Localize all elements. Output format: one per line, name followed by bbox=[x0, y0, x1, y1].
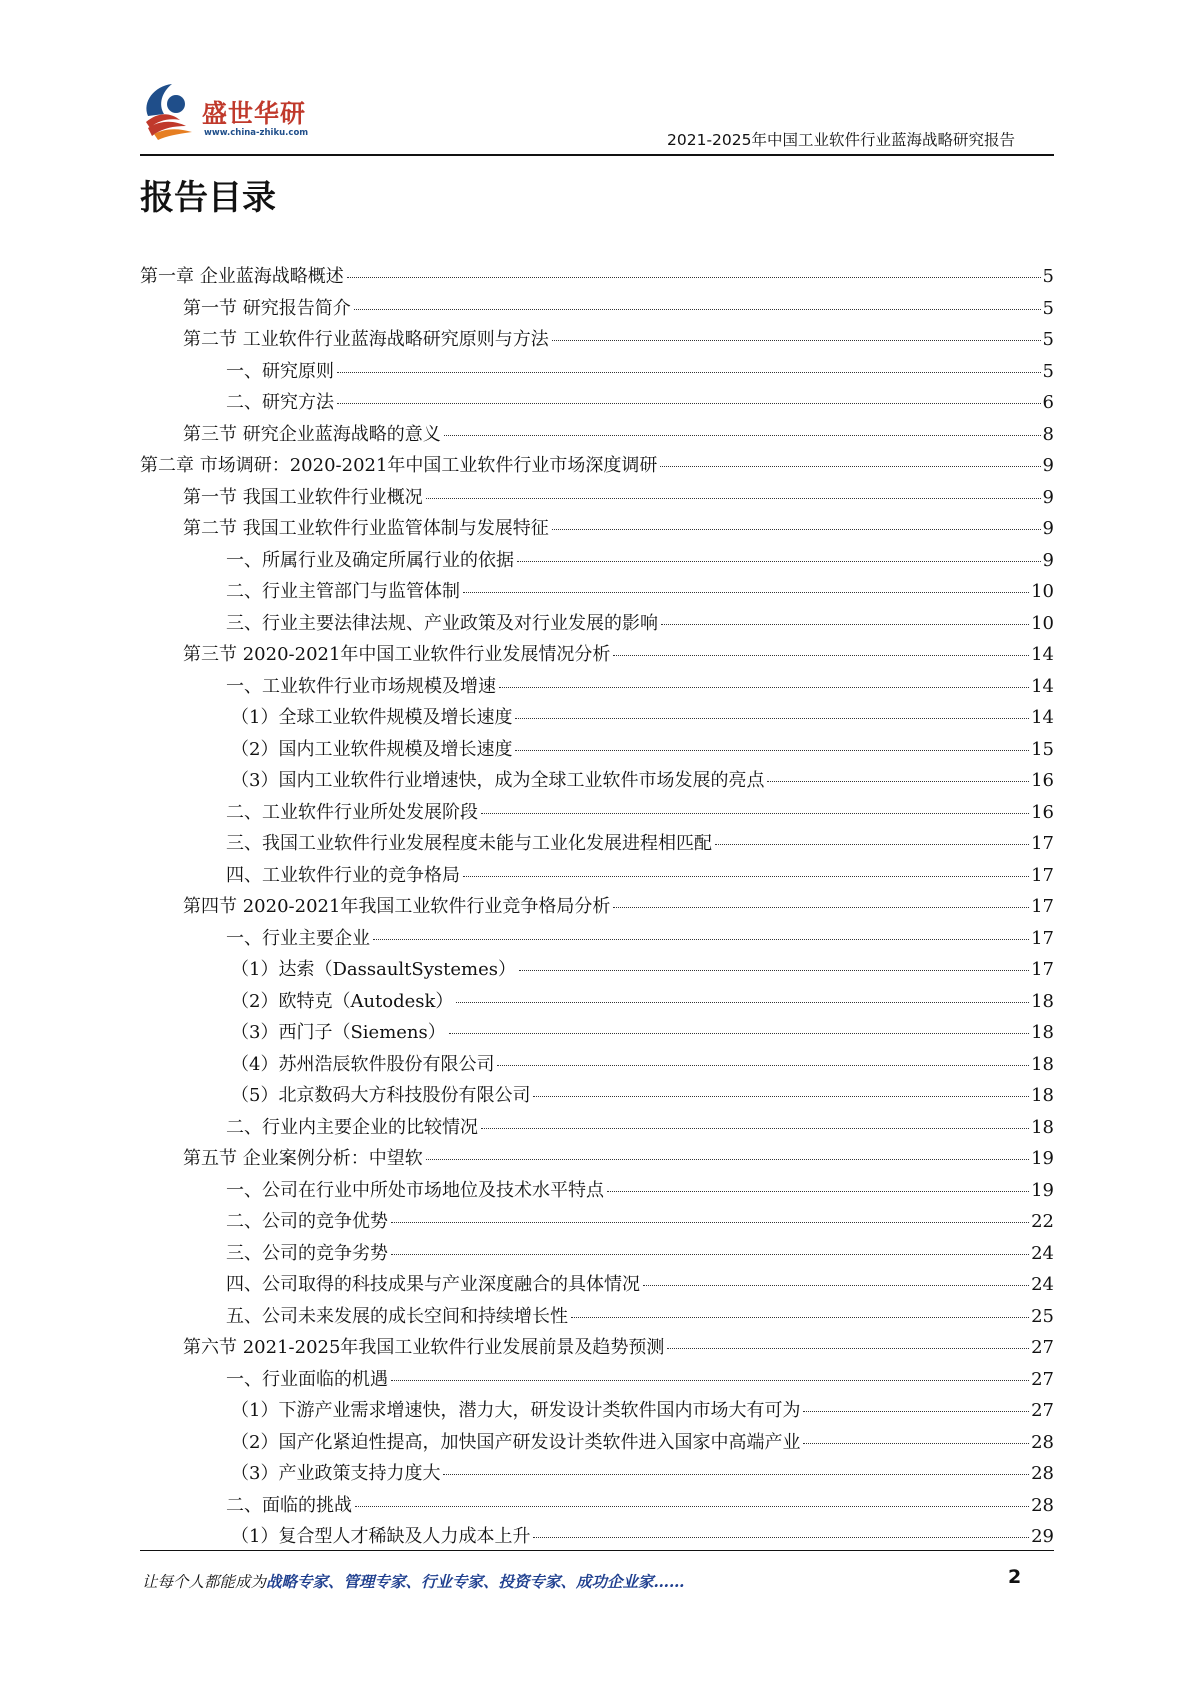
toc-entry[interactable] bbox=[140, 861, 1054, 893]
toc-entry[interactable] bbox=[140, 388, 1054, 420]
toc-entry-label: （1）全球工业软件规模及增长速度 bbox=[231, 707, 513, 728]
toc-dot-leader bbox=[519, 970, 1029, 971]
toc-entry[interactable] bbox=[140, 1491, 1054, 1523]
toc-entry-label: 二、面临的挑战 bbox=[226, 1494, 352, 1516]
toc-dot-leader bbox=[552, 529, 1041, 530]
toc-entry-label: 一、公司在行业中所处市场地位及技术水平特点 bbox=[226, 1179, 604, 1201]
toc-dot-leader bbox=[667, 1348, 1029, 1349]
toc-entry-label: （3）国内工业软件行业增速快，成为全球工业软件市场发展的亮点 bbox=[231, 770, 765, 791]
toc-entry[interactable] bbox=[140, 987, 1054, 1019]
toc-entry-label: 第一节 我国工业软件行业概况 bbox=[183, 486, 423, 508]
toc-entry[interactable] bbox=[140, 703, 1054, 735]
toc-entry-page: 18 bbox=[1031, 1022, 1054, 1043]
toc-entry[interactable] bbox=[140, 1333, 1054, 1365]
toc-dot-leader bbox=[613, 655, 1029, 656]
toc-entry-page: 17 bbox=[1031, 896, 1054, 917]
toc-entry-label: （1）下游产业需求增速快，潜力大，研发设计类软件国内市场大有可为 bbox=[231, 1400, 801, 1421]
toc-entry[interactable] bbox=[140, 735, 1054, 767]
toc-dot-leader bbox=[391, 1222, 1029, 1223]
report-title: 2021-2025年中国工业软件行业蓝海战略研究报告 bbox=[667, 131, 1015, 149]
toc-entry[interactable] bbox=[140, 1050, 1054, 1082]
toc-entry-label: 二、公司的竞争优势 bbox=[226, 1211, 388, 1232]
toc-entry[interactable] bbox=[140, 1459, 1054, 1491]
toc-entry-page: 28 bbox=[1031, 1494, 1054, 1516]
toc-dot-leader bbox=[463, 876, 1029, 877]
toc-entry-label: 第二节 工业软件行业蓝海战略研究原则与方法 bbox=[183, 329, 549, 350]
toc-entry-page: 5 bbox=[1042, 266, 1054, 287]
toc-dot-leader bbox=[607, 1191, 1029, 1192]
toc-entry-page: 5 bbox=[1042, 297, 1054, 319]
footer-divider bbox=[140, 1550, 1054, 1551]
toc-entry-label: 一、行业面临的机遇 bbox=[226, 1368, 388, 1390]
toc-entry-page: 17 bbox=[1031, 833, 1054, 854]
toc-entry[interactable] bbox=[140, 672, 1054, 704]
toc-entry-label: 第一章 企业蓝海战略概述 bbox=[140, 266, 344, 287]
toc-entry-page: 9 bbox=[1042, 455, 1054, 476]
toc-entry-page: 14 bbox=[1031, 675, 1054, 697]
toc-entry-label: （3）西门子（Siemens） bbox=[231, 1022, 446, 1043]
toc-entry[interactable] bbox=[140, 451, 1054, 483]
footer-slogan bbox=[142, 1570, 685, 1592]
toc-dot-leader bbox=[337, 403, 1041, 404]
toc-entry-label: 第六节 2021-2025年我国工业软件行业发展前景及趋势预测 bbox=[183, 1337, 665, 1358]
toc-entry[interactable] bbox=[140, 1018, 1054, 1050]
toc-entry[interactable] bbox=[140, 577, 1054, 609]
toc-entry-label: 三、行业主要法律法规、产业政策及对行业发展的影响 bbox=[226, 612, 658, 634]
toc-dot-leader bbox=[515, 718, 1029, 719]
toc-dot-leader bbox=[497, 1065, 1029, 1066]
toc-dot-leader bbox=[354, 309, 1041, 310]
toc-entry-label: 一、研究原则 bbox=[226, 360, 334, 382]
toc-dot-leader bbox=[391, 1254, 1029, 1255]
toc-entry-label: （4）苏州浩辰软件股份有限公司 bbox=[231, 1053, 495, 1075]
toc-dot-leader bbox=[426, 1159, 1029, 1160]
toc-dot-leader bbox=[515, 750, 1029, 751]
toc-entry[interactable] bbox=[140, 1522, 1054, 1554]
toc-dot-leader bbox=[517, 561, 1041, 562]
logo-emblem-icon bbox=[140, 82, 202, 142]
toc-entry-page: 19 bbox=[1031, 1148, 1054, 1169]
toc-entry-label: （5）北京数码大方科技股份有限公司 bbox=[231, 1085, 531, 1106]
toc-entry-label: 第二节 我国工业软件行业监管体制与发展特征 bbox=[183, 518, 549, 539]
toc-entry[interactable] bbox=[140, 829, 1054, 861]
toc-dot-leader bbox=[443, 1474, 1029, 1475]
toc-entry-page: 19 bbox=[1031, 1179, 1054, 1201]
toc-entry[interactable] bbox=[140, 955, 1054, 987]
toc-entry-page: 6 bbox=[1042, 392, 1054, 413]
toc-entry[interactable] bbox=[140, 924, 1054, 956]
toc-entry-label: 一、工业软件行业市场规模及增速 bbox=[226, 675, 496, 697]
toc-entry-page: 28 bbox=[1031, 1463, 1054, 1484]
header-divider bbox=[140, 154, 1054, 156]
toc-entry[interactable] bbox=[140, 1176, 1054, 1208]
toc-entry-label: （2）国产化紧迫性提高，加快国产研发设计类软件进入国家中高端产业 bbox=[231, 1431, 801, 1453]
toc-entry-label: （1）复合型人才稀缺及人力成本上升 bbox=[231, 1526, 531, 1547]
toc-entry-page: 27 bbox=[1031, 1400, 1054, 1421]
toc-entry[interactable] bbox=[140, 1365, 1054, 1397]
toc-dot-leader bbox=[463, 592, 1029, 593]
logo-url: www.china-zhiku.com bbox=[204, 128, 309, 138]
toc-entry-page: 18 bbox=[1031, 1053, 1054, 1075]
toc-dot-leader bbox=[803, 1443, 1029, 1444]
toc-entry-label: （2）国内工业软件规模及增长速度 bbox=[231, 738, 513, 760]
toc-dot-leader bbox=[660, 466, 1040, 467]
toc-entry[interactable] bbox=[140, 1396, 1054, 1428]
toc-entry[interactable] bbox=[140, 1270, 1054, 1302]
toc-entry-page: 17 bbox=[1031, 959, 1054, 980]
toc-entry-page: 8 bbox=[1042, 423, 1054, 445]
toc-entry-page: 10 bbox=[1031, 612, 1054, 634]
toc-entry-label: 第三节 研究企业蓝海战略的意义 bbox=[183, 423, 441, 445]
toc-entry-label: （3）产业政策支持力度大 bbox=[231, 1463, 441, 1484]
toc-entry-label: 第四节 2020-2021年我国工业软件行业竞争格局分析 bbox=[183, 896, 611, 917]
toc-entry-page: 24 bbox=[1031, 1242, 1054, 1264]
toc-entry-page: 25 bbox=[1031, 1305, 1054, 1327]
toc-entry-page: 16 bbox=[1031, 770, 1054, 791]
page-header bbox=[0, 0, 1191, 160]
toc-entry-page: 28 bbox=[1031, 1431, 1054, 1453]
toc-entry-page: 27 bbox=[1031, 1337, 1054, 1358]
toc-entry-page: 9 bbox=[1042, 486, 1054, 508]
toc-entry-page: 15 bbox=[1031, 738, 1054, 760]
toc-entry-page: 14 bbox=[1031, 644, 1054, 665]
toc-entry[interactable] bbox=[140, 357, 1054, 389]
toc-entry[interactable] bbox=[140, 609, 1054, 641]
toc-entry[interactable] bbox=[140, 1081, 1054, 1113]
toc-entry[interactable] bbox=[140, 514, 1054, 546]
toc-entry-label: 三、我国工业软件行业发展程度未能与工业化发展进程相匹配 bbox=[226, 833, 712, 854]
toc-dot-leader bbox=[767, 781, 1029, 782]
page-number: 2 bbox=[1008, 1566, 1022, 1588]
toc-entry-label: 四、工业软件行业的竞争格局 bbox=[226, 864, 460, 886]
toc-entry[interactable] bbox=[140, 766, 1054, 798]
toc-entry-page: 16 bbox=[1031, 801, 1054, 823]
toc-dot-leader bbox=[355, 1506, 1029, 1507]
page-title: 报告目录 bbox=[140, 178, 276, 218]
toc-entry-label: 第一节 研究报告简介 bbox=[183, 297, 351, 319]
toc-entry[interactable] bbox=[140, 640, 1054, 672]
toc-entry-label: 第二章 市场调研：2020-2021年中国工业软件行业市场深度调研 bbox=[140, 455, 658, 476]
toc-entry-label: 第五节 企业案例分析：中望软 bbox=[183, 1148, 423, 1169]
toc-dot-leader bbox=[456, 1002, 1029, 1003]
toc-entry-page: 9 bbox=[1042, 518, 1054, 539]
toc-entry-page: 10 bbox=[1031, 581, 1054, 602]
toc-entry-page: 18 bbox=[1031, 990, 1054, 1012]
toc-dot-leader bbox=[337, 372, 1041, 373]
toc-dot-leader bbox=[803, 1411, 1029, 1412]
toc-entry[interactable] bbox=[140, 262, 1054, 294]
toc-entry[interactable] bbox=[140, 1207, 1054, 1239]
toc-dot-leader bbox=[533, 1537, 1029, 1538]
toc-dot-leader bbox=[661, 624, 1029, 625]
toc-dot-leader bbox=[499, 687, 1029, 688]
toc-entry-label: 四、公司取得的科技成果与产业深度融合的具体情况 bbox=[226, 1274, 640, 1295]
toc-dot-leader bbox=[373, 939, 1029, 940]
footer-slogan-prefix: 让每个人都能成为 bbox=[142, 1573, 267, 1591]
toc-dot-leader bbox=[449, 1033, 1029, 1034]
toc-dot-leader bbox=[552, 340, 1041, 341]
toc-entry-page: 17 bbox=[1031, 864, 1054, 886]
toc-entry-page: 18 bbox=[1031, 1085, 1054, 1106]
toc-entry-label: （1）达索（DassaultSystemes） bbox=[231, 959, 516, 980]
footer-slogan-highlight: 战略专家、管理专家、行业专家、投资专家、成功企业家…… bbox=[266, 1572, 685, 1591]
toc-dot-leader bbox=[643, 1285, 1029, 1286]
toc-entry[interactable] bbox=[140, 420, 1054, 452]
toc-entry-page: 18 bbox=[1031, 1116, 1054, 1138]
toc-entry-label: 二、研究方法 bbox=[226, 392, 334, 413]
toc-entry-label: 三、公司的竞争劣势 bbox=[226, 1242, 388, 1264]
toc-entry-label: 二、行业内主要企业的比较情况 bbox=[226, 1116, 478, 1138]
toc-entry[interactable] bbox=[140, 1428, 1054, 1460]
toc-entry-page: 9 bbox=[1042, 549, 1054, 571]
toc-dot-leader bbox=[481, 1128, 1029, 1129]
toc-entry-page: 14 bbox=[1031, 707, 1054, 728]
toc-entry[interactable] bbox=[140, 1239, 1054, 1271]
toc-dot-leader bbox=[571, 1317, 1029, 1318]
toc-dot-leader bbox=[426, 498, 1041, 499]
toc-entry-page: 27 bbox=[1031, 1368, 1054, 1390]
toc-entry-page: 29 bbox=[1031, 1526, 1054, 1547]
toc-entry-label: 一、所属行业及确定所属行业的依据 bbox=[226, 549, 514, 571]
toc-entry[interactable] bbox=[140, 483, 1054, 515]
toc-dot-leader bbox=[391, 1380, 1029, 1381]
toc-entry[interactable] bbox=[140, 1144, 1054, 1176]
toc-entry[interactable] bbox=[140, 294, 1054, 326]
toc-entry-label: 二、工业软件行业所处发展阶段 bbox=[226, 801, 478, 823]
toc-entry-label: 二、行业主管部门与监管体制 bbox=[226, 581, 460, 602]
toc-entry-label: 第三节 2020-2021年中国工业软件行业发展情况分析 bbox=[183, 644, 611, 665]
toc-dot-leader bbox=[347, 277, 1041, 278]
toc-entry-page: 17 bbox=[1031, 927, 1054, 949]
toc-entry-page: 22 bbox=[1031, 1211, 1054, 1232]
toc-dot-leader bbox=[481, 813, 1029, 814]
toc-entry-label: （2）欧特克（Autodesk） bbox=[231, 990, 454, 1012]
toc-entry-page: 5 bbox=[1042, 360, 1054, 382]
toc-dot-leader bbox=[533, 1096, 1029, 1097]
toc-entry-label: 一、行业主要企业 bbox=[226, 927, 370, 949]
toc-entry-page: 5 bbox=[1042, 329, 1054, 350]
toc-dot-leader bbox=[715, 844, 1029, 845]
toc-entry[interactable] bbox=[140, 798, 1054, 830]
toc-entry-page: 24 bbox=[1031, 1274, 1054, 1295]
company-logo bbox=[140, 82, 340, 148]
toc-entry[interactable] bbox=[140, 892, 1054, 924]
toc-entry[interactable] bbox=[140, 1302, 1054, 1334]
table-of-contents bbox=[140, 262, 1054, 1554]
toc-dot-leader bbox=[444, 435, 1041, 436]
toc-dot-leader bbox=[613, 907, 1029, 908]
toc-entry[interactable] bbox=[140, 325, 1054, 357]
logo-name: 盛世华研 bbox=[202, 99, 307, 128]
toc-entry[interactable] bbox=[140, 546, 1054, 578]
toc-entry-label: 五、公司未来发展的成长空间和持续增长性 bbox=[226, 1305, 568, 1327]
toc-entry[interactable] bbox=[140, 1113, 1054, 1145]
